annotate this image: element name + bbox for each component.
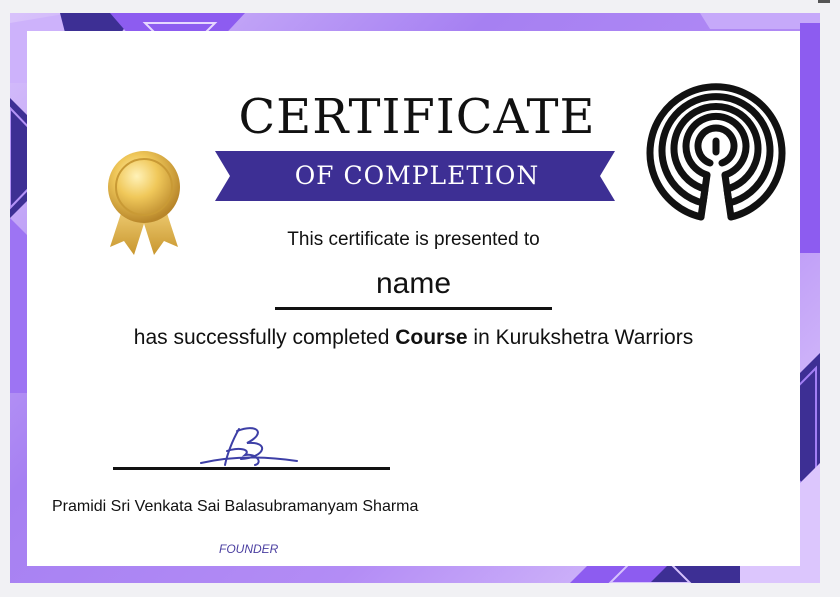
- certificate-subtitle: OF COMPLETION: [294, 161, 540, 190]
- signature-line: [113, 467, 390, 470]
- certificate-title: CERTIFICATE: [238, 89, 596, 145]
- course-name: Course: [395, 326, 468, 349]
- window-edge-mark: [818, 0, 830, 3]
- signer-name: Pramidi Sri Venkata Sai Balasubramanyam Sharma: [52, 498, 419, 515]
- certificate-frame: [10, 13, 820, 583]
- labyrinth-icon: [641, 77, 791, 227]
- recipient-name: name: [375, 267, 452, 300]
- deco-shape: [800, 23, 820, 253]
- signature-image: [197, 421, 307, 473]
- signer-role: FOUNDER: [219, 542, 279, 556]
- completion-suffix: in Kurukshetra Warriors: [467, 326, 694, 349]
- completion-text: [27, 326, 800, 350]
- certificate-page: [27, 31, 800, 566]
- presented-text: This certificate is presented to: [287, 229, 540, 250]
- name-underline: [275, 307, 552, 310]
- completion-prefix: has successfully completed: [133, 326, 396, 349]
